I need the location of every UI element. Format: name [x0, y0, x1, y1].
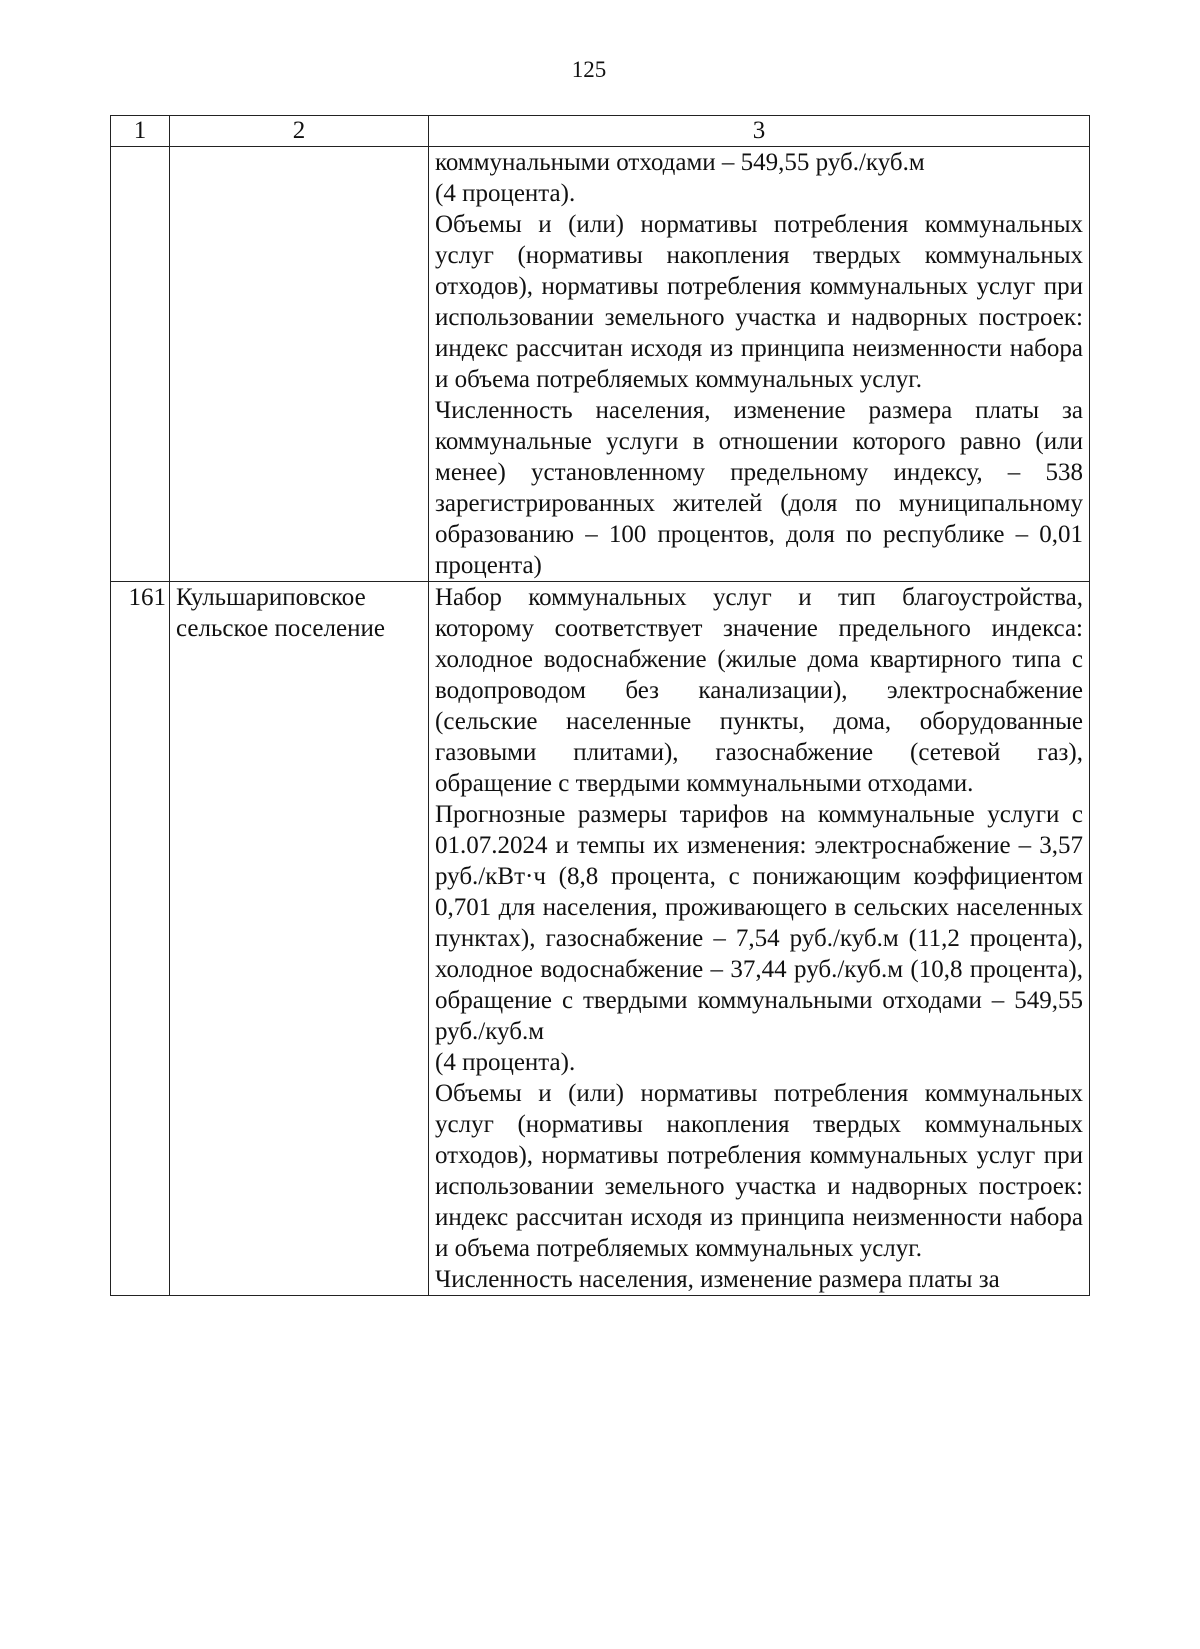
- description-cell: [429, 147, 1090, 582]
- page-number: 125: [571, 57, 607, 82]
- column-header-1: 1: [111, 116, 170, 147]
- paragraph-population: Численность населения, изменение размера платы за коммунальные услуги в отношении которого равно (или менее) установленному предельному индексу, – 538 зарегистрированных жителей (доля по муниципальному образованию – 100 процентов, доля по республике – 0,01 процента): [435, 397, 1083, 579]
- document-table: [110, 115, 1090, 1296]
- paragraph-population: Численность населения, изменение размера платы за: [435, 1266, 1000, 1293]
- paragraph-services-set: Набор коммунальных услуг и тип благоустройства, которому соответствует значение предельного индекса: холодное водоснабжение (жилые дома квартирного типа с водопроводом без канализации), электроснабжение (сельские населенные пункты, дома, оборудованные газовыми плитами), газоснабжение (сетевой газ), обращение с твердыми коммунальными отходами.: [435, 584, 1083, 797]
- settlement-name-cell: Кульшариповское сельское поселение: [170, 582, 429, 1296]
- column-header-2: 2: [170, 116, 429, 147]
- table-header-row: [111, 116, 1090, 147]
- paragraph-consumption-norms: Объемы и (или) нормативы потребления коммунальных услуг (нормативы накопления твердых коммунальных отходов), нормативы потребления коммунальных услуг при использовании земельного участка и надворных построек: индекс рассчитан исходя из принципа неизменности набора и объема потребляемых коммунальных услуг.: [435, 211, 1083, 393]
- row-number-cell: [111, 147, 170, 582]
- paragraph-consumption-norms: Объемы и (или) нормативы потребления коммунальных услуг (нормативы накопления твердых коммунальных отходов), нормативы потребления коммунальных услуг при использовании земельного участка и надворных построек: индекс рассчитан исходя из принципа неизменности набора и объема потребляемых коммунальных услуг.: [435, 1080, 1083, 1262]
- row-number-cell: 161: [111, 582, 170, 1296]
- paragraph-tariff-continuation: коммунальными отходами – 549,55 руб./куб.м (4 процента).: [435, 149, 925, 207]
- description-cell: [429, 582, 1090, 1296]
- table-row: [111, 147, 1090, 582]
- paragraph-tariffs: Прогнозные размеры тарифов на коммунальные услуги с 01.07.2024 и темпы их изменения: электроснабжение – 3,57 руб./кВт·ч (8,8 процента, с понижающим коэффициентом 0,701 для населения, проживающего в сельских населенных пунктах), газоснабжение – 7,54 руб./куб.м (11,2 процента), холодное водоснабжение – 37,44 руб./куб.м (10,8 процента), обращение с твердыми коммунальными отходами – 549,55 руб./куб.м (4 процента).: [435, 801, 1083, 1076]
- table-row: [111, 582, 1090, 1296]
- column-header-3: 3: [429, 116, 1090, 147]
- settlement-name-cell: [170, 147, 429, 582]
